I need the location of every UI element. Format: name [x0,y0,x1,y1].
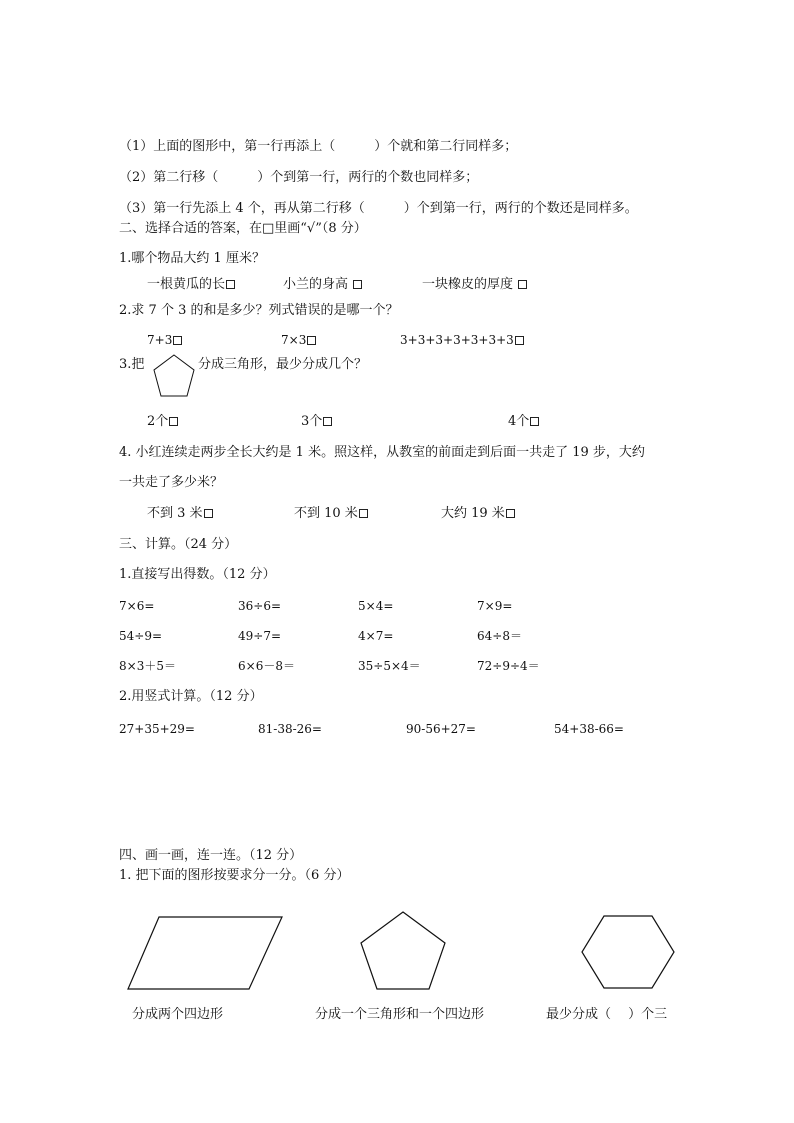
hexagon-icon [579,913,677,991]
caption-parallelogram: 分成两个四边形 [132,1007,224,1022]
checkbox[interactable] [307,336,316,345]
checkbox[interactable] [530,417,539,426]
pentagon-icon [358,910,448,992]
fill-in-line-1: （1）上面的图形中，第一行再添上（ ）个就和第二行同样多； [119,139,518,154]
section-3-title: 三、计算。（24 分） [119,537,238,552]
checkbox[interactable] [359,509,368,518]
q3-stem-before: 3.把 [119,357,145,372]
vertical-calc-item: 90-56+27= [406,722,476,736]
q2-option-b[interactable]: 7×3 [281,332,316,348]
checkbox[interactable] [323,417,332,426]
oral-item: 5×4= [358,599,394,613]
section-4-title: 四、画一画，连一连。（12 分） [119,848,303,863]
q1-stem: 1.哪个物品大约 1 厘米？ [119,251,265,266]
checkbox[interactable] [169,417,178,426]
q1-option-b[interactable]: 小兰的身高 [283,277,362,293]
q4-stem-line-2: 一共走了多少米？ [119,475,224,490]
checkbox[interactable] [518,280,527,289]
oral-item: 4×7= [358,629,394,643]
q4-option-a[interactable]: 不到 3 米 [147,506,213,522]
checkbox[interactable] [204,509,213,518]
q3-stem-after: 分成三角形，最少分成几个？ [198,357,368,372]
parallelogram-icon [125,914,285,992]
oral-item: 72÷9÷4＝ [477,659,540,673]
oral-item: 36÷6= [238,599,282,613]
caption-pentagon: 分成一个三角形和一个四边形 [315,1007,485,1022]
q2-option-a[interactable]: 7+3 [147,332,182,348]
vertical-calc-item: 81-38-26= [258,722,322,736]
q3-option-b[interactable]: 3个 [301,414,332,430]
checkbox[interactable] [173,336,182,345]
q4-option-b[interactable]: 不到 10 米 [294,506,368,522]
fill-in-line-3: （3）第一行先添上 4 个，再从第二行移（ ）个到第一行，两行的个数还是同样多。 [119,201,638,216]
checkbox[interactable] [506,509,515,518]
q3-option-a[interactable]: 2个 [147,414,178,430]
section-2-title: 二、选择合适的答案，在□里画“√”（8 分） [119,221,367,236]
caption-hexagon: 最少分成（ ）个三 [546,1007,668,1022]
section-4-sub-1: 1. 把下面的图形按要求分一分。（6 分） [119,868,350,883]
q1-option-c[interactable]: 一块橡皮的厚度 [422,277,527,293]
q3-pentagon-icon [150,353,198,401]
fill-in-line-2: （2）第二行移（ ）个到第一行，两行的个数也同样多； [119,170,479,185]
vertical-calc-item: 54+38-66= [554,722,624,736]
oral-item: 7×9= [477,599,513,613]
q4-stem-line-1: 4. 小红连续走两步全长大约是 1 米。照这样，从教室的前面走到后面一共走了 19 步，大约 [119,445,645,460]
q3-option-c[interactable]: 4个 [508,414,539,430]
checkbox[interactable] [353,280,362,289]
checkbox[interactable] [515,336,524,345]
q2-option-c[interactable]: 3+3+3+3+3+3+3 [400,332,524,348]
q1-option-a[interactable]: 一根黄瓜的长 [147,277,235,293]
q2-stem: 2.求 7 个 3 的和是多少？列式错误的是哪一个？ [119,303,399,318]
oral-item: 7×6= [119,599,155,613]
oral-item: 64÷8＝ [477,629,522,643]
section-3-sub-2: 2.用竖式计算。（12 分） [119,689,263,704]
q4-option-c[interactable]: 大约 19 米 [441,506,515,522]
checkbox[interactable] [226,280,235,289]
oral-item: 8×3＋5＝ [119,659,176,673]
oral-item: 35÷5×4＝ [358,659,421,673]
vertical-calc-item: 27+35+29= [119,722,195,736]
oral-item: 49÷7= [238,629,282,643]
oral-item: 6×6－8＝ [238,659,295,673]
section-3-sub-1: 1.直接写出得数。（12 分） [119,567,276,582]
oral-item: 54÷9= [119,629,163,643]
